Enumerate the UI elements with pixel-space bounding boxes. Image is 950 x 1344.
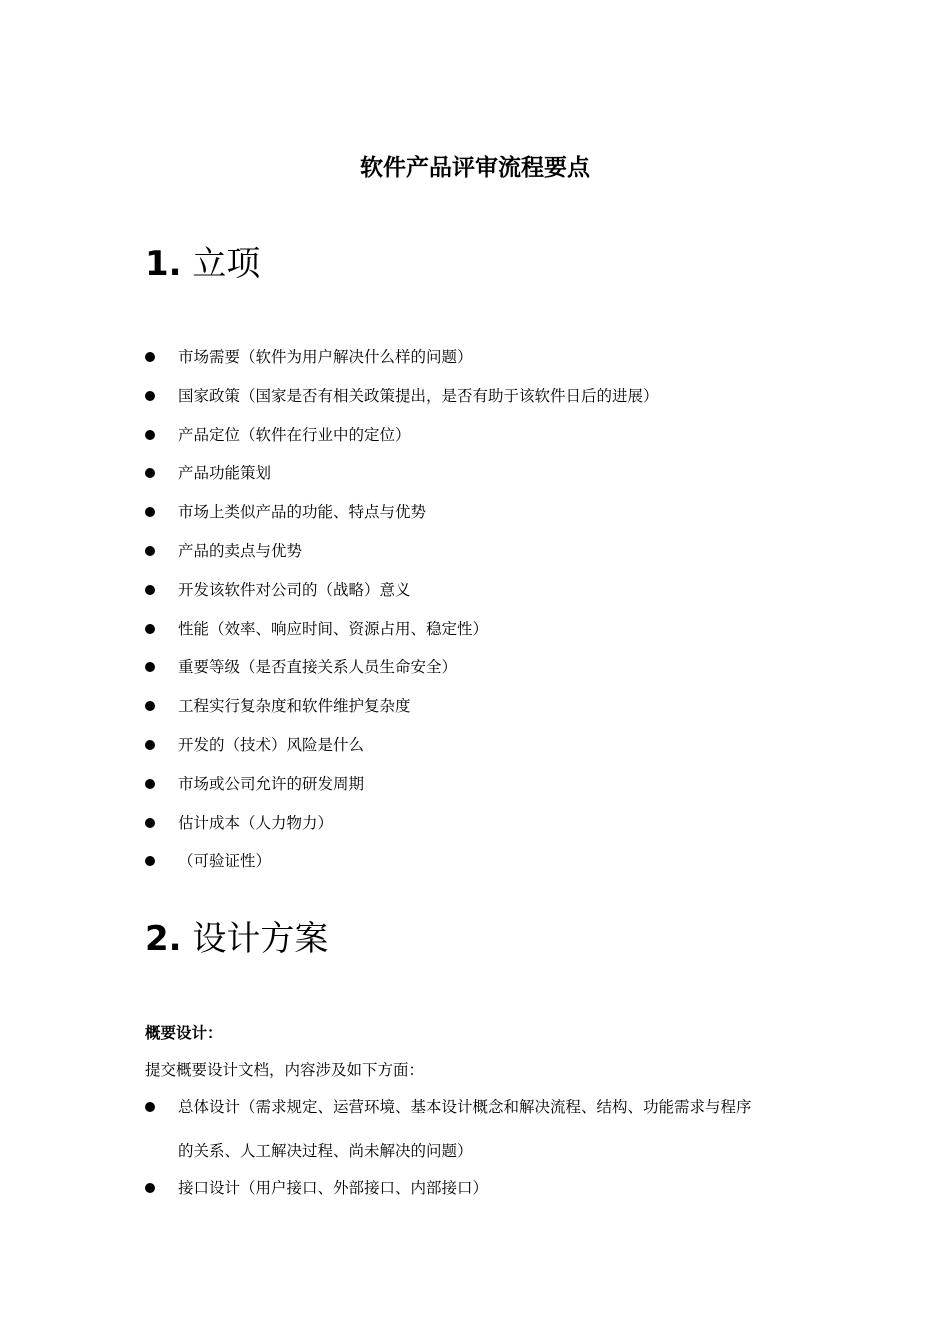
outline-design-intro: 提交概要设计文档，内容涉及如下方面： [145, 1061, 425, 1079]
bullet-dot-icon [145, 391, 155, 401]
list-item-text: 工程实行复杂度和软件维护复杂度 [178, 697, 411, 716]
bullet-dot-icon [145, 779, 155, 789]
list-item-text: 性能（效率、响应时间、资源占用、稳定性） [178, 619, 489, 638]
bullet-dot-icon [145, 624, 155, 634]
list-item-text: 总体设计（需求规定、运营环境、基本设计概念和解决流程、结构、功能需求与程序 [178, 1098, 752, 1116]
document-title: 软件产品评审流程要点 [360, 155, 590, 181]
list-item-text: 产品的卖点与优势 [178, 542, 303, 560]
bullet-dot-icon [145, 585, 155, 595]
bullet-dot-icon [145, 818, 155, 828]
list-item-text: 估计成本（人力物力） [178, 813, 334, 832]
outline-design-subheading: 概要设计： [145, 1024, 223, 1042]
list-item-text: 接口设计（用户接口、外部接口、内部接口） [178, 1179, 489, 1197]
bullet-dot-icon [145, 430, 155, 440]
list-item-text-continuation: 的关系、人工解决过程、尚未解决的问题） [178, 1142, 473, 1160]
section-1-number: 1. [145, 244, 182, 284]
bullet-dot-icon [145, 507, 155, 517]
bullet-dot-icon [145, 1183, 155, 1193]
section-2-title: 设计方案 [192, 919, 329, 959]
list-item-text: 市场上类似产品的功能、特点与优势 [178, 503, 427, 522]
list-item-text: （可验证性） [178, 852, 272, 871]
section-1-title: 立项 [192, 244, 261, 284]
bullet-dot-icon [145, 352, 155, 362]
list-item-text: 产品功能策划 [178, 464, 272, 483]
list-item-text: 重要等级（是否直接关系人员生命安全） [178, 658, 458, 677]
list-item-text: 开发的（技术）风险是什么 [178, 736, 365, 754]
list-item-text: 开发该软件对公司的（战略）意义 [178, 580, 411, 599]
list-item-text: 产品定位（软件在行业中的定位） [178, 425, 411, 444]
bullet-dot-icon [145, 662, 155, 672]
bullet-dot-icon [145, 701, 155, 711]
list-item-text: 市场或公司允许的研发周期 [178, 774, 365, 793]
list-item-text: 市场需要（软件为用户解决什么样的问题） [178, 348, 473, 366]
list-item-text: 国家政策（国家是否有相关政策提出，是否有助于该软件日后的进展） [178, 386, 659, 405]
section-1-heading [145, 242, 260, 286]
bullet-dot-icon [145, 740, 155, 750]
section-2-heading [145, 917, 328, 961]
bullet-dot-icon [145, 1102, 155, 1112]
bullet-dot-icon [145, 468, 155, 478]
bullet-dot-icon [145, 546, 155, 556]
bullet-dot-icon [145, 856, 155, 866]
section-2-number: 2. [145, 919, 182, 959]
